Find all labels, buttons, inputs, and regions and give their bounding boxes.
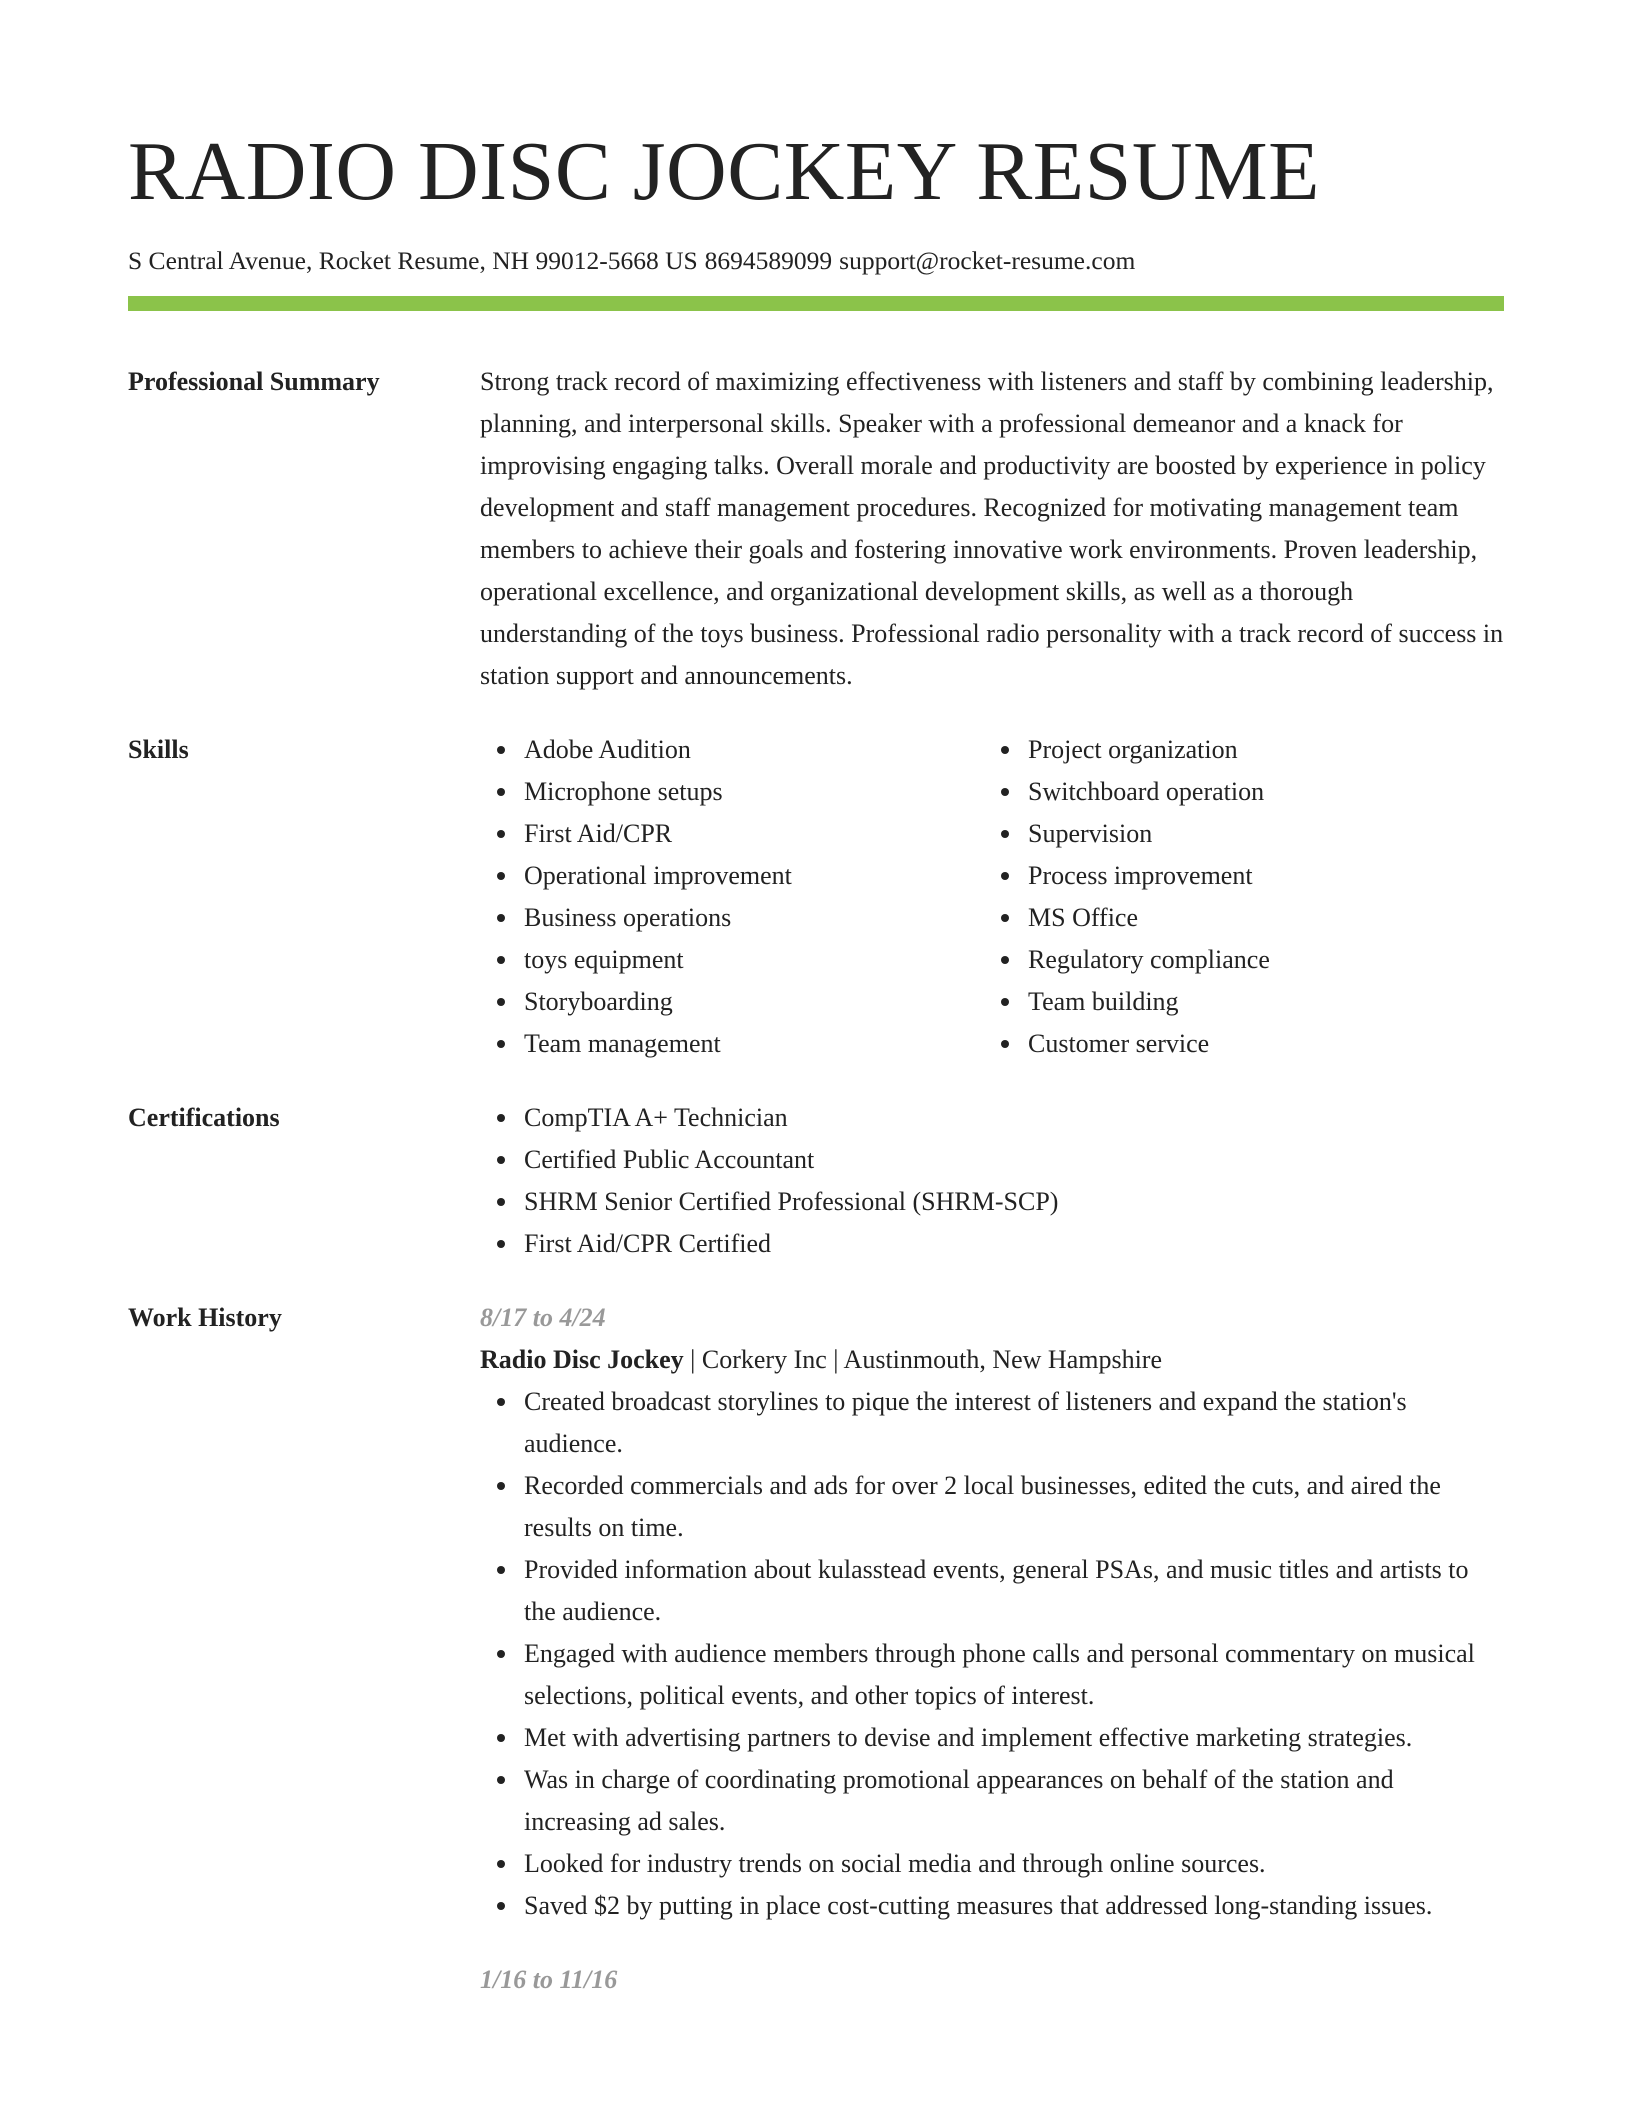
summary-body — [480, 361, 1504, 697]
skill-item: Supervision — [1028, 813, 1488, 855]
skills-list-right — [984, 729, 1488, 1065]
skill-item: toys equipment — [524, 939, 984, 981]
job-task-item: Provided information about kulasstead events, general PSAs, and music titles and artists to the audience. — [524, 1549, 1504, 1633]
contact-address: S Central Avenue, Rocket Resume, NH 99012-5668 US — [128, 246, 698, 275]
skill-item: Switchboard operation — [1028, 771, 1488, 813]
certifications-heading: Certifications — [128, 1103, 280, 1132]
skill-item: Operational improvement — [524, 855, 984, 897]
job-entry — [480, 1297, 1504, 1927]
job-header — [480, 1339, 1504, 1381]
skills-column-left — [480, 729, 984, 1065]
certification-item: First Aid/CPR Certified — [524, 1223, 1504, 1265]
certification-item: Certified Public Accountant — [524, 1139, 1504, 1181]
skills-section — [128, 729, 1504, 1065]
work-history-heading: Work History — [128, 1303, 282, 1332]
contact-phone: 8694589099 — [704, 246, 833, 275]
certifications-section — [128, 1097, 1504, 1265]
skill-item: MS Office — [1028, 897, 1488, 939]
skill-item: Microphone setups — [524, 771, 984, 813]
contact-line — [128, 244, 1504, 278]
job-details: | Corkery Inc | Austinmouth, New Hampshire — [683, 1345, 1163, 1374]
skill-item: Business operations — [524, 897, 984, 939]
summary-text: Strong track record of maximizing effectiveness with listeners and staff by combining leadership, planning, and interpersonal skills. Speaker with a professional demeanor and a knack for improvising engaging talks. Overall morale and productivity are boosted by experience in policy development and staff management procedures. Recognized for motivating management team members to achieve their goals and fostering innovative work environments. Proven leadership, operational excellence, and organizational development skills, as well as a thorough understanding of the toys business. Professional radio personality with a track record of success in station support and announcements. — [480, 367, 1504, 690]
skill-item: Customer service — [1028, 1023, 1488, 1065]
job-task-item: Engaged with audience members through phone calls and personal commentary on musical selections, political events, and other topics of interest. — [524, 1633, 1504, 1717]
job-entry — [480, 1959, 1504, 2001]
certification-item: CompTIA A+ Technician — [524, 1097, 1504, 1139]
job-title: Radio Disc Jockey — [480, 1345, 684, 1374]
resume-page — [128, 0, 1504, 2001]
certifications-list — [480, 1097, 1504, 1265]
skill-item: Process improvement — [1028, 855, 1488, 897]
skill-item: Team building — [1028, 981, 1488, 1023]
skills-column-right — [984, 729, 1488, 1065]
job-task-item: Met with advertising partners to devise and implement effective marketing strategies. — [524, 1717, 1504, 1759]
skills-heading: Skills — [128, 735, 189, 764]
skill-item: First Aid/CPR — [524, 813, 984, 855]
job-task-item: Saved $2 by putting in place cost-cutting measures that addressed long-standing issues. — [524, 1885, 1504, 1927]
skill-item: Regulatory compliance — [1028, 939, 1488, 981]
work-history-section — [128, 1297, 1504, 2001]
summary-heading: Professional Summary — [128, 367, 380, 396]
skill-item: Adobe Audition — [524, 729, 984, 771]
job-dates: 1/16 to 11/16 — [480, 1965, 618, 1994]
certifications-body — [480, 1097, 1504, 1265]
job-task-item: Looked for industry trends on social media and through online sources. — [524, 1843, 1504, 1885]
job-task-item: Recorded commercials and ads for over 2 local businesses, edited the cuts, and aired the results on time. — [524, 1465, 1504, 1549]
job-task-list — [480, 1381, 1504, 1927]
page-title: RADIO DISC JOCKEY RESUME — [128, 125, 1320, 218]
summary-section — [128, 361, 1504, 697]
skills-list-left — [480, 729, 984, 1065]
work-history-body — [480, 1297, 1504, 2001]
job-task-item: Was in charge of coordinating promotional appearances on behalf of the station and increasing ad sales. — [524, 1759, 1504, 1843]
certification-item: SHRM Senior Certified Professional (SHRM-SCP) — [524, 1181, 1504, 1223]
skills-body — [480, 729, 1504, 1065]
contact-email: support@rocket-resume.com — [839, 246, 1136, 275]
job-dates: 8/17 to 4/24 — [480, 1303, 606, 1332]
header-divider — [128, 296, 1504, 311]
skill-item: Team management — [524, 1023, 984, 1065]
job-task-item: Created broadcast storylines to pique the interest of listeners and expand the station's audience. — [524, 1381, 1504, 1465]
skill-item: Project organization — [1028, 729, 1488, 771]
skill-item: Storyboarding — [524, 981, 984, 1023]
